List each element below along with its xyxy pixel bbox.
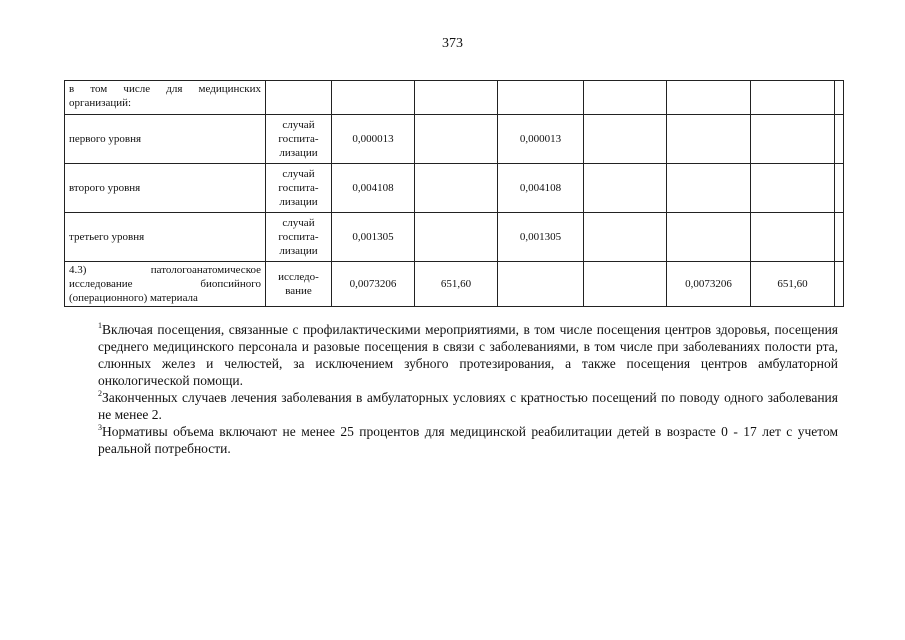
row-name-cell: первого уровня (65, 115, 266, 164)
value-cell (835, 213, 844, 262)
value-cell (498, 81, 584, 115)
unit-cell: случай госпита-лизации (266, 115, 332, 164)
unit-cell: случай госпита-лизации (266, 213, 332, 262)
value-cell (751, 213, 835, 262)
row-name-cell: 4.3) патологоанатомическое исследование биопсийного (операционного) материала (65, 262, 266, 307)
value-cell (835, 164, 844, 213)
table-row (65, 262, 844, 307)
page-number: 373 (442, 36, 463, 51)
table-row (65, 164, 844, 213)
value-cell (415, 115, 498, 164)
value-cell (415, 164, 498, 213)
value-cell (667, 81, 751, 115)
value-cell (498, 262, 584, 307)
value-cell (835, 115, 844, 164)
value-cell (835, 262, 844, 307)
row-name-cell: в том числе для медицинских организаций: (65, 81, 266, 115)
row-name-cell: третьего уровня (65, 213, 266, 262)
value-cell (584, 213, 667, 262)
value-cell (667, 164, 751, 213)
value-cell: 651,60 (415, 262, 498, 307)
value-cell (584, 115, 667, 164)
table-row (65, 115, 844, 164)
value-cell (751, 115, 835, 164)
footnotes (60, 321, 838, 457)
value-cell: 0,000013 (498, 115, 584, 164)
value-cell (667, 115, 751, 164)
norms-table (64, 80, 844, 307)
footnote-mark: 3 (98, 423, 102, 432)
value-cell (751, 164, 835, 213)
value-cell (415, 213, 498, 262)
value-cell: 0,001305 (498, 213, 584, 262)
value-cell: 0,001305 (332, 213, 415, 262)
table-row (65, 213, 844, 262)
value-cell (584, 164, 667, 213)
value-cell (332, 81, 415, 115)
value-cell (415, 81, 498, 115)
value-cell (835, 81, 844, 115)
value-cell: 0,0073206 (332, 262, 415, 307)
value-cell (667, 213, 751, 262)
footnote-text: Нормативы объема включают не менее 25 процентов для медицинской реабилитации детей в возрасте 0 - 17 лет с учетом реальной потребности. (98, 424, 838, 456)
table-row (65, 81, 844, 115)
row-name-cell: второго уровня (65, 164, 266, 213)
footnote-1 (60, 321, 838, 389)
value-cell: 0,004108 (332, 164, 415, 213)
value-cell (584, 262, 667, 307)
footnote-2 (60, 389, 838, 423)
value-cell (751, 81, 835, 115)
value-cell: 0,000013 (332, 115, 415, 164)
footnote-mark: 1 (98, 321, 102, 330)
value-cell: 0,004108 (498, 164, 584, 213)
footnote-3 (60, 423, 838, 457)
footnote-text: Включая посещения, связанные с профилактическими мероприятиями, в том числе посещения центров здоровья, посещения среднего медицинского персонала и разовые посещения в связи с заболеваниями, в том числе при заболеваниях полости рта, слюнных желез и челюстей, за исключением зубного протезирования, а также посещения центров амбулаторной онкологической помощи. (98, 322, 838, 388)
value-cell: 651,60 (751, 262, 835, 307)
unit-cell (266, 81, 332, 115)
footnote-text: Законченных случаев лечения заболевания в амбулаторных условиях с кратностью посещений по поводу одного заболевания не менее 2. (98, 390, 838, 422)
footnote-mark: 2 (98, 389, 102, 398)
value-cell (584, 81, 667, 115)
unit-cell: случай госпита-лизации (266, 164, 332, 213)
value-cell: 0,0073206 (667, 262, 751, 307)
unit-cell: исследо-вание (266, 262, 332, 307)
